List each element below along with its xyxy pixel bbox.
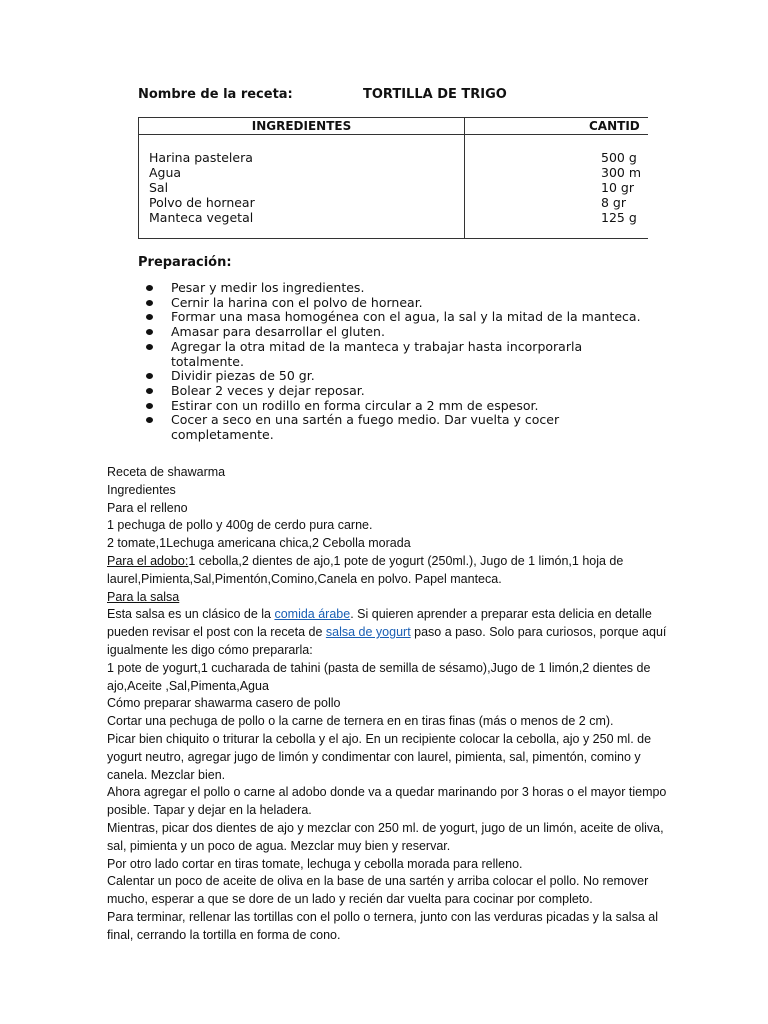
preparation-step: Bolear 2 veces y dejar reposar.	[144, 384, 644, 399]
sauce-heading: Para la salsa	[107, 589, 180, 604]
ingredient-name: Polvo de hornear	[149, 195, 255, 210]
howto-step: Picar bien chiquito o triturar la cebolla y el ajo. En un recipiente colocar la cebolla, ajo y 250 ml. de yogurt neutro, agregar jugo de limón y condimentar con laurel, pimienta, sal, pimentón, comino y canela. Mezclar bien.	[107, 731, 652, 782]
howto-step: Ahora agregar el pollo o carne al adobo donde va a quedar marinando por 3 horas o el mayor tiempo posible. Tapar y dejar en la heladera.	[107, 785, 667, 818]
preparation-step: Dividir piezas de 50 gr.	[144, 369, 644, 384]
ingredient-name: Manteca vegetal	[149, 210, 254, 225]
ingredient-names	[149, 150, 255, 225]
preparation-step: Amasar para desarrollar el gluten.	[144, 325, 644, 340]
salsa-de-yogurt-link[interactable]: salsa de yogurt	[325, 625, 411, 640]
ingredient-qty: 300 m	[601, 165, 642, 180]
recipe-name-label: Nombre de la receta:	[138, 87, 293, 102]
sauce-ingredients: 1 pote de yogurt,1 cucharada de tahini (pasta de semilla de sésamo),Jugo de 1 limón,2 dientes de ajo,Aceite ,Sal,Pimenta,Agua	[107, 660, 651, 693]
document-title: Receta de shawarma	[107, 465, 226, 479]
preparation-step: Pesar y medir los ingredientes.	[144, 281, 644, 296]
ingredient-qty: 8 gr	[601, 195, 626, 210]
ingredient-name: Sal	[149, 180, 169, 195]
ingredient-qty: 125 g	[601, 210, 637, 225]
adobo-label: Para el adobo:	[107, 553, 189, 568]
preparation-step: Estirar con un rodillo en forma circular a 2 mm de espesor.	[144, 399, 644, 414]
howto-step: Para terminar, rellenar las tortillas con el pollo o ternera, junto con las verduras picadas y la salsa al final, cerrando la tortilla en forma de cono.	[107, 909, 658, 942]
howto-heading: Cómo preparar shawarma casero de pollo	[107, 696, 341, 711]
adobo-text: 1 cebolla,2 dientes de ajo,1 pote de yogurt (250ml.), Jugo de 1 limón,1 hoja de laurel,Pimienta,Sal,Pimentón,Comino,Canela en polvo. Papel manteca.	[107, 553, 624, 586]
filling-line: 2 tomate,1Lechuga americana chica,2 Cebolla morada	[107, 536, 411, 551]
comida-arabe-link[interactable]: comida árabe	[274, 607, 351, 622]
preparation-step: Cernir la harina con el polvo de hornear.	[144, 296, 644, 311]
ingredients-heading: Ingredientes	[107, 482, 176, 497]
filling-heading: Para el relleno	[107, 500, 188, 515]
ingredient-qty: 500 g	[601, 150, 637, 165]
recipe-card-image	[136, 85, 648, 465]
recipe-name-value: TORTILLA DE TRIGO	[363, 87, 507, 102]
howto-step: Cortar una pechuga de pollo o la carne de ternera en en tiras finas (más o menos de 2 cm).	[107, 714, 614, 729]
howto-step: Por otro lado cortar en tiras tomate, lechuga y cebolla morada para relleno.	[107, 856, 523, 871]
quantity-header: CANTID	[589, 119, 640, 133]
adobo-paragraph	[107, 553, 667, 589]
ingredient-qty: 10 gr	[601, 180, 634, 195]
table-header-rule	[139, 134, 648, 135]
howto-step: Mientras, picar dos dientes de ajo y mezclar con 250 ml. de yogurt, jugo de un limón, aceite de oliva, sal, pimienta y un poco de agua. Mezclar muy bien y reservar.	[107, 820, 664, 853]
ingredients-header: INGREDIENTES	[251, 119, 352, 133]
filling-line: 1 pechuga de pollo y 400g de cerdo pura carne.	[107, 518, 373, 533]
document-body	[107, 464, 667, 945]
ingredient-name: Agua	[149, 165, 182, 180]
preparation-step: Formar una masa homogénea con el agua, la sal y la mitad de la manteca.	[144, 310, 644, 325]
ingredients-table	[138, 117, 648, 239]
recipe-name-line	[138, 87, 507, 102]
table-divider	[464, 118, 465, 238]
ingredient-quantities	[601, 150, 641, 225]
preparation-heading: Preparación:	[138, 255, 232, 270]
sauce-intro-text: . Si quieren aprender a preparar esta delicia en detalle pueden revisar el post con la receta de	[107, 607, 652, 640]
howto-step: Calentar un poco de aceite de oliva en la base de una sartén y arriba colocar el pollo. No remover mucho, esperar a que se dore de un lado y recién dar vuelta para cocinar por completo.	[107, 874, 649, 907]
sauce-intro-text: paso a paso. Solo para curiosos, porque aquí igualmente les digo cómo prepararla:	[107, 625, 667, 657]
preparation-steps	[144, 281, 644, 443]
ingredient-name: Harina pastelera	[149, 150, 253, 165]
preparation-step: Agregar la otra mitad de la manteca y trabajar hasta incorporarla totalmente.	[144, 340, 644, 369]
sauce-intro	[107, 606, 667, 659]
sauce-intro-text: Esta salsa es un clásico de la	[107, 607, 275, 622]
preparation-step: Cocer a seco en una sartén a fuego medio. Dar vuelta y cocer completamente.	[144, 413, 644, 442]
